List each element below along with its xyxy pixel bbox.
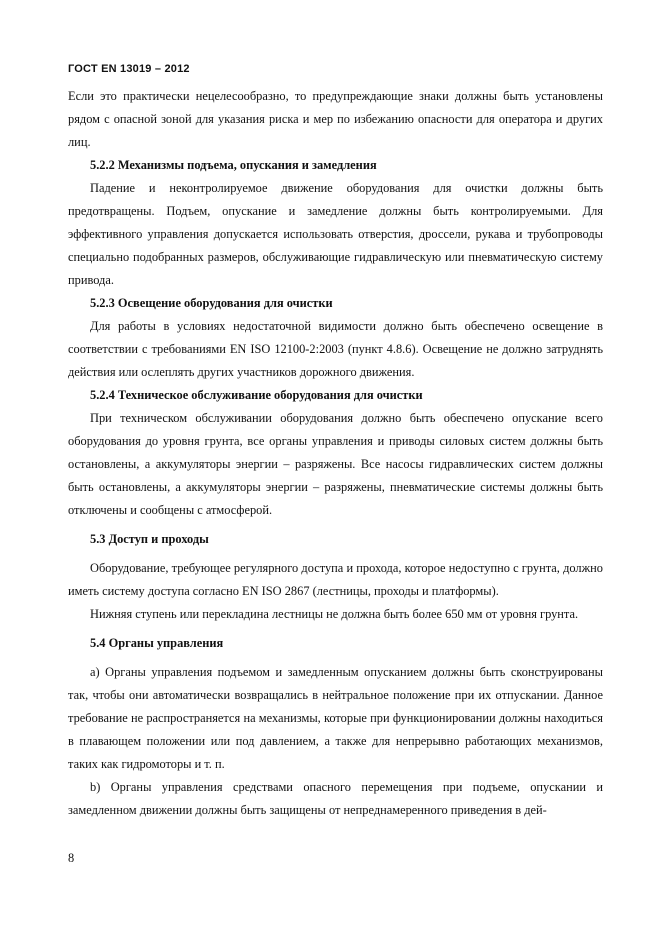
paragraph: Оборудование, требующее регулярного доступа и прохода, которое недоступно с грунта, должно иметь систему доступа согласно EN ISO 2867 (лестницы, проходы и платформы).: [68, 561, 603, 598]
paragraph: Для работы в условиях недостаточной видимости должно быть обеспечено освещение в соответствии с требованиями EN ISO 12100-2:2003 (пункт 4.8.6). Освещение не должно затруднять действия или ослеплять других участников дорожного движения.: [68, 319, 603, 379]
paragraph: Нижняя ступень или перекладина лестницы не должна быть более 650 мм от уровня грунта.: [90, 607, 579, 621]
document-header: ГОСТ EN 13019 – 2012: [68, 63, 190, 75]
section-heading: 5.2.3 Освещение оборудования для очистки: [90, 296, 333, 310]
paragraph: Если это практически нецелесообразно, то предупреждающие знаки должны быть установлены рядом с опасной зоной для указания риска и мер по избежанию опасности для оператора и других лиц.: [68, 89, 603, 149]
paragraph: Падение и неконтролируемое движение оборудования для очистки должны быть предотвращены. Подъем, опускание и замедление должны быть контролируемыми. Для эффективного управления допускается использовать отверстия, дроссели, рукава и трубопроводы специально подобранных размеров, обслуживающие гидравлическую или пневматическую систему привода.: [68, 181, 603, 287]
page-number: 8: [68, 851, 75, 865]
paragraph: b) Органы управления средствами опасного перемещения при подъеме, опускании и замедленном движении должны быть защищены от непреднамеренного приведения в дей-: [68, 780, 603, 817]
section-heading: 5.2.4 Техническое обслуживание оборудования для очистки: [90, 388, 423, 402]
section-heading: 5.2.2 Механизмы подъема, опускания и замедления: [90, 158, 377, 172]
document-body: [68, 85, 603, 822]
section-heading: 5.4 Органы управления: [90, 636, 224, 650]
paragraph: При техническом обслуживании оборудования должно быть обеспечено опускание всего оборудования до уровня грунта, все органы управления и приводы силовых систем должны быть остановлены, а аккумуляторы энергии – разряжены. Все насосы гидравлических систем должны быть остановлены, а аккумуляторы энергии – разряжены, пневматические системы должны быть отключены и сообщены с атмосферой.: [68, 411, 603, 517]
paragraph: a) Органы управления подъемом и замедленным опусканием должны быть сконструированы так, чтобы они автоматически возвращались в нейтральное положение при их отпускании. Данное требование не распространяется на механизмы, которые при функционировании должны находиться в плавающем положении или под давлением, а также для непрерывно работающих механизмов, таких как гидромоторы и т. п.: [68, 665, 603, 771]
section-heading: 5.3 Доступ и проходы: [90, 532, 209, 546]
